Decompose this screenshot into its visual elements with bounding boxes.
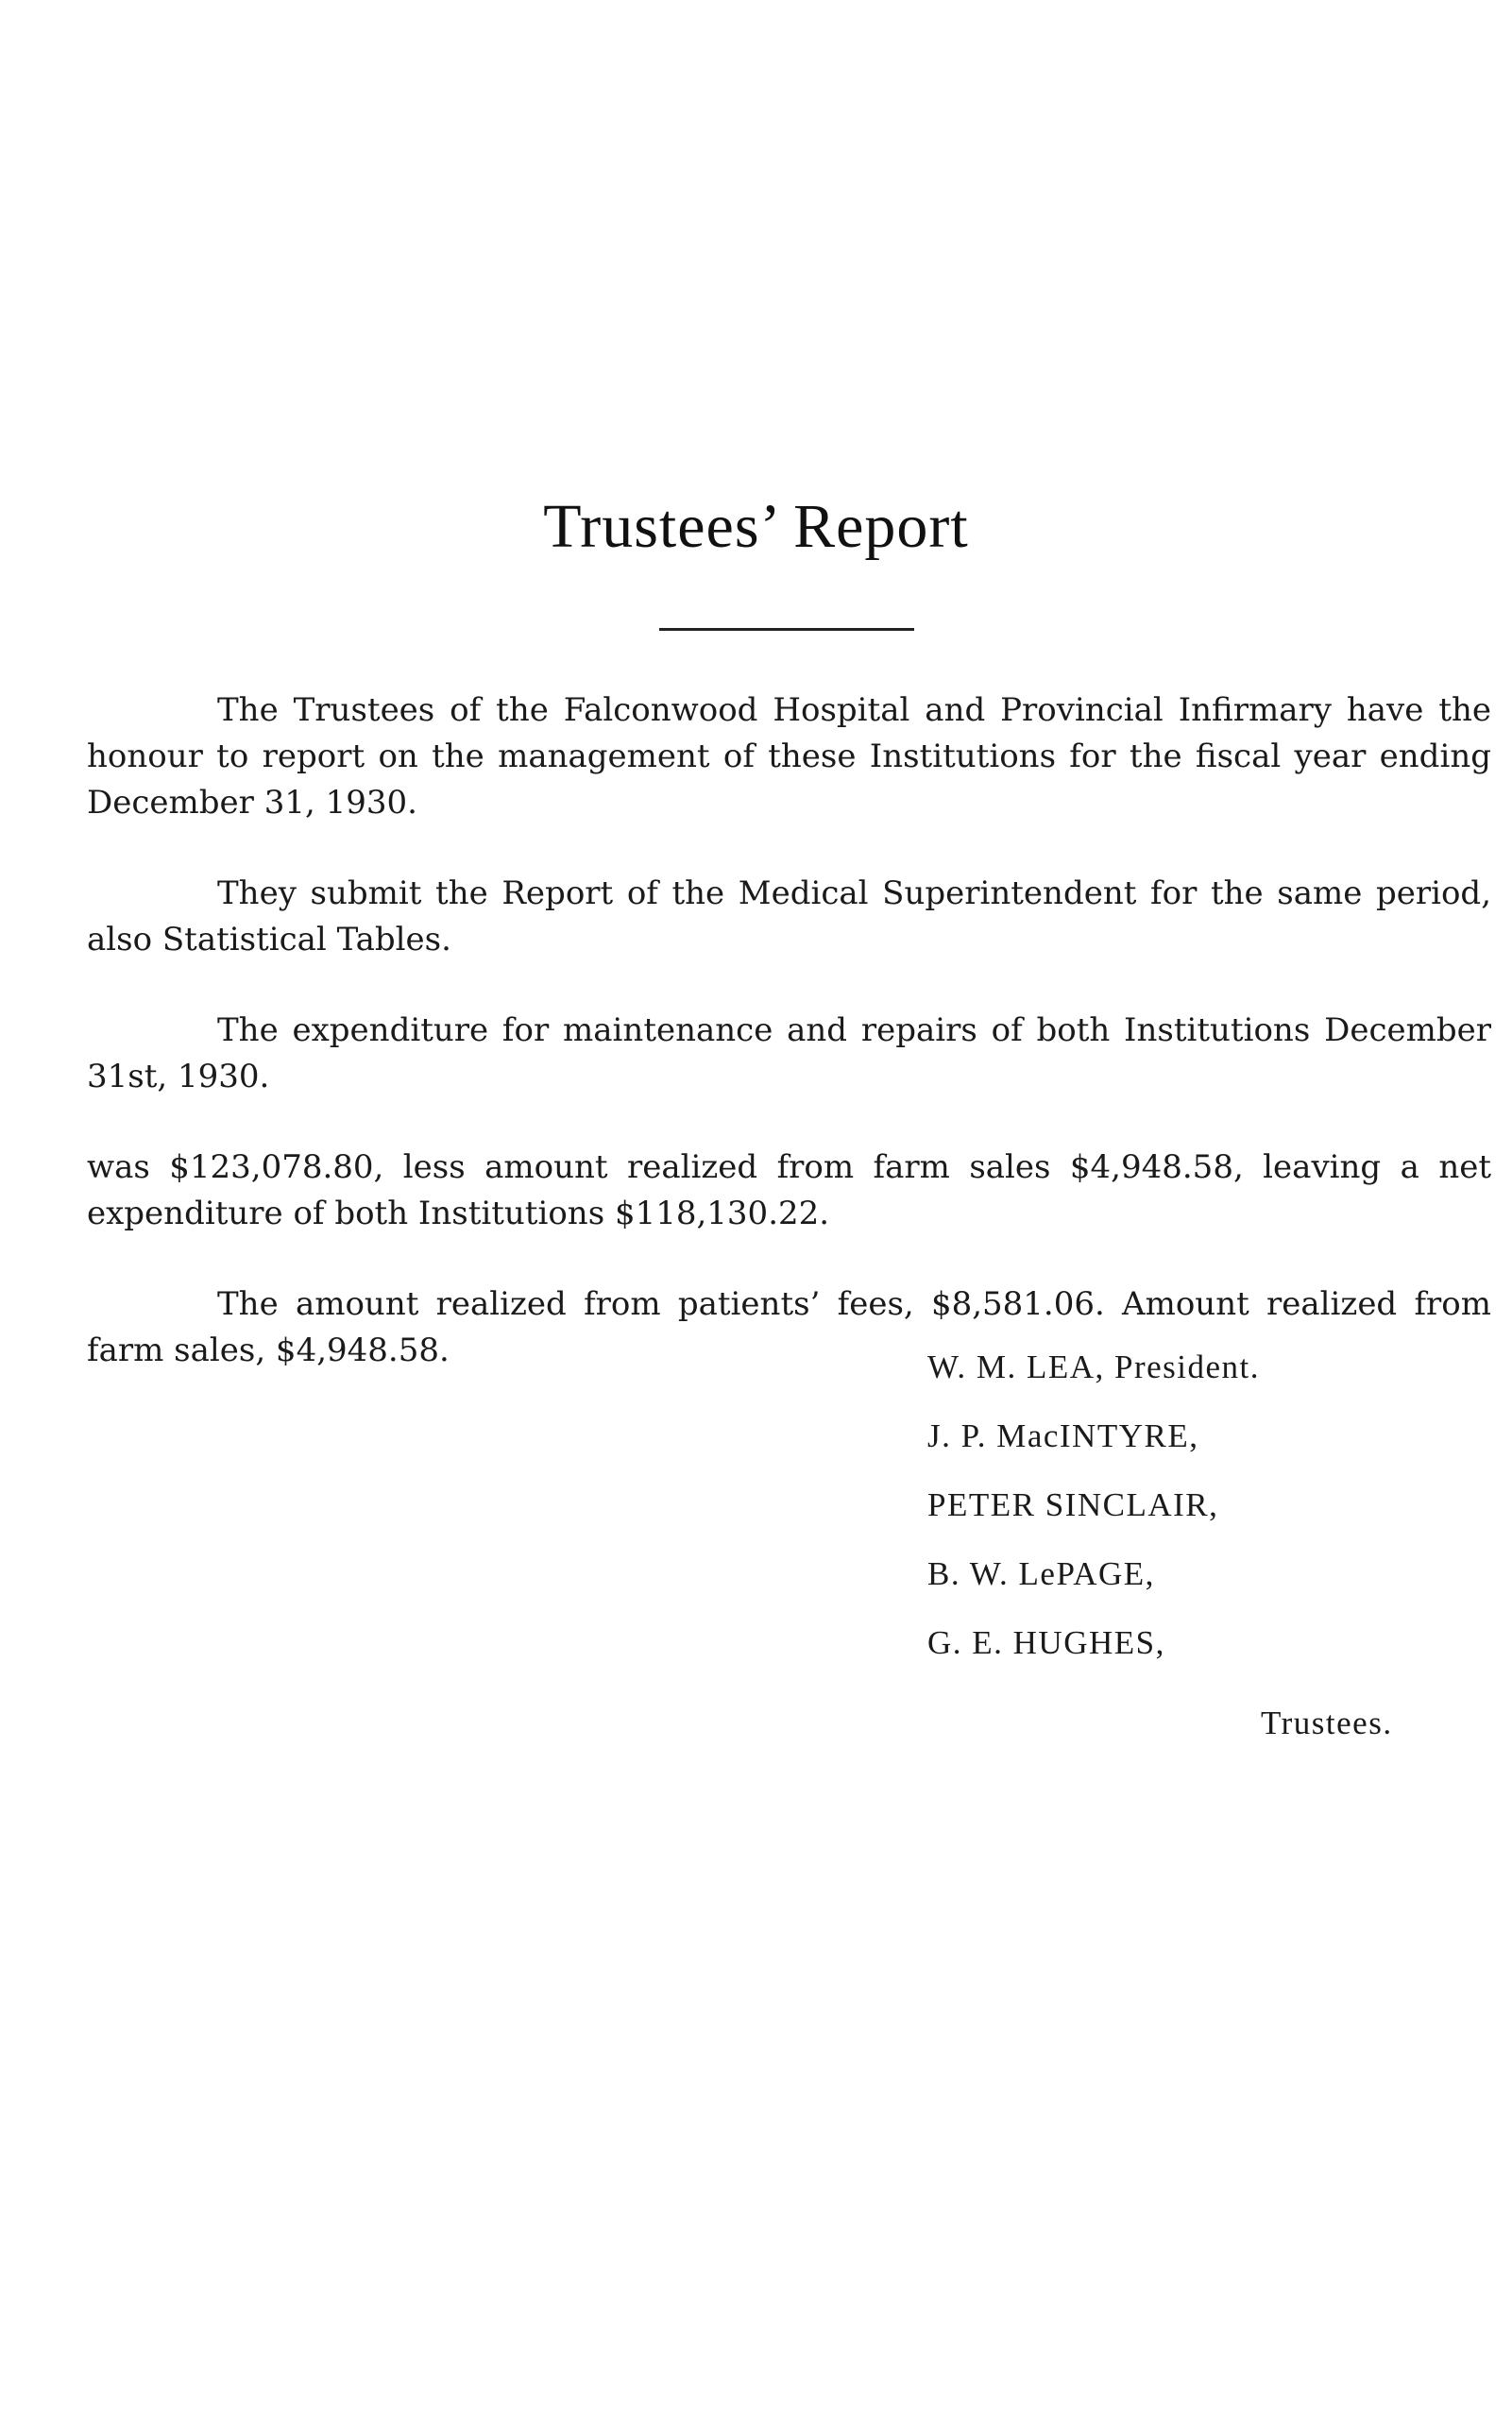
paragraph-fees: The amount realized from patients’ fees, $8,581.06. Amount realized from farm sales, $4,948.58.	[87, 1285, 1491, 1369]
signature-closing: Trustees.	[1261, 1705, 1393, 1741]
signature-block	[927, 1349, 1456, 1693]
paragraph-net-expenditure: was $123,078.80, less amount realized from farm sales $4,948.58, leaving a net expenditure of both Institutions $118,130.22.	[87, 1148, 1491, 1232]
report-title: Trustees’ Report	[543, 492, 969, 561]
title-divider	[659, 628, 914, 631]
signatory-trustee: B. W. LePAGE,	[927, 1555, 1155, 1592]
signatory-trustee: PETER SINCLAIR,	[927, 1486, 1219, 1523]
report-body	[87, 687, 1491, 1418]
signatory-president: W. M. LEA, President.	[927, 1349, 1260, 1385]
paragraph-intro: The Trustees of the Falconwood Hospital and Provincial Infirmary have the honour to report on the management of these Institutions for the fiscal year ending December 31, 1930.	[87, 691, 1491, 822]
signatory-trustee: J. P. MacINTYRE,	[927, 1417, 1199, 1454]
paragraph-expenditure: The expenditure for maintenance and repairs of both Institutions December 31st, 1930.	[87, 1011, 1491, 1095]
paragraph-submission: They submit the Report of the Medical Superintendent for the same period, also Statistical Tables.	[87, 874, 1491, 959]
signatory-trustee: G. E. HUGHES,	[927, 1624, 1165, 1661]
